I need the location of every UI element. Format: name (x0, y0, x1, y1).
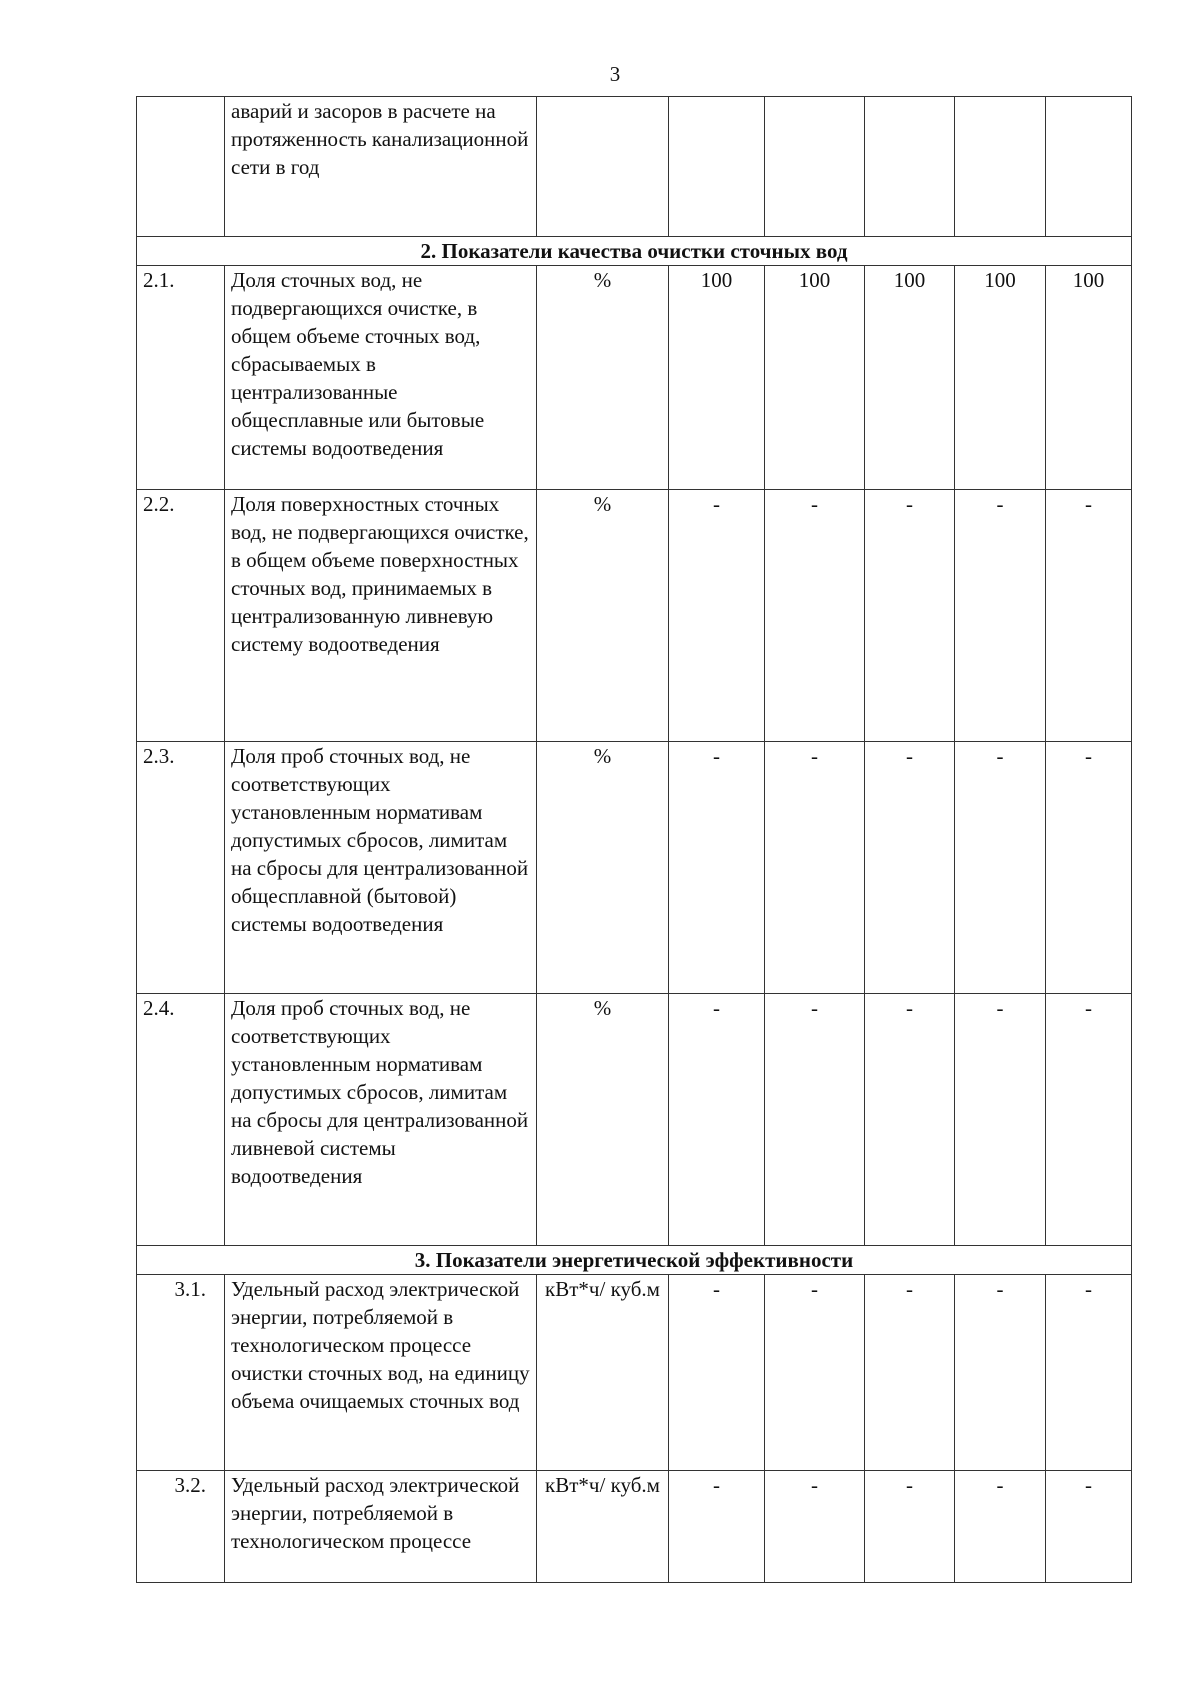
row-value (765, 97, 865, 237)
row-value: - (955, 490, 1046, 742)
row-unit: кВт*ч/ куб.м (537, 1275, 669, 1471)
row-value: - (865, 742, 955, 994)
row-value (669, 97, 765, 237)
row-value: 100 (765, 266, 865, 490)
table-row (137, 1471, 1132, 1583)
row-value: 100 (955, 266, 1046, 490)
section-2-title: 2. Показатели качества очистки сточных вод (137, 237, 1132, 266)
row-unit: % (537, 994, 669, 1246)
row-value (955, 97, 1046, 237)
row-value: 100 (1046, 266, 1132, 490)
row-value: - (1046, 1471, 1132, 1583)
row-value: - (865, 1471, 955, 1583)
row-description: аварий и засоров в расчете на протяженность канализационной сети в год (225, 97, 537, 237)
row-value: 100 (669, 266, 765, 490)
row-number: 3.2. (137, 1471, 225, 1583)
row-description: Удельный расход электрической энергии, потребляемой в технологическом процессе очистки сточных вод, на единицу объема очищаемых сточных вод (225, 1275, 537, 1471)
row-description: Удельный расход электрической энергии, потребляемой в технологическом процессе (225, 1471, 537, 1583)
row-value: 100 (865, 266, 955, 490)
row-value: - (765, 1275, 865, 1471)
row-value: - (1046, 1275, 1132, 1471)
row-value: - (669, 1471, 765, 1583)
row-value: - (1046, 742, 1132, 994)
row-number (137, 97, 225, 237)
row-unit (537, 97, 669, 237)
row-unit: % (537, 742, 669, 994)
page-number: 3 (609, 62, 621, 86)
row-number: 3.1. (137, 1275, 225, 1471)
row-value: - (865, 1275, 955, 1471)
row-description: Доля сточных вод, не подвергающихся очистке, в общем объеме сточных вод, сбрасываемых в централизованные общесплавные или бытовые системы водоотведения (225, 266, 537, 490)
row-number: 2.1. (137, 266, 225, 490)
table-row (137, 742, 1132, 994)
table-row (137, 97, 1132, 237)
row-description: Доля поверхностных сточных вод, не подвергающихся очистке, в общем объеме поверхностных сточных вод, принимаемых в централизованную ливневую систему водоотведения (225, 490, 537, 742)
row-value (865, 97, 955, 237)
row-value: - (765, 742, 865, 994)
row-unit: % (537, 490, 669, 742)
row-value: - (955, 1471, 1046, 1583)
row-value: - (1046, 490, 1132, 742)
row-unit: % (537, 266, 669, 490)
table-row (137, 1275, 1132, 1471)
row-value: - (865, 994, 955, 1246)
row-unit: кВт*ч/ куб.м (537, 1471, 669, 1583)
row-description: Доля проб сточных вод, не соответствующих установленным нормативам допустимых сбросов, лимитам на сбросы для централизованной общесплавной (бытовой) системы водоотведения (225, 742, 537, 994)
indicators-table (136, 96, 1132, 1583)
row-value: - (765, 994, 865, 1246)
row-number: 2.4. (137, 994, 225, 1246)
row-value: - (669, 490, 765, 742)
table-row (137, 490, 1132, 742)
row-number: 2.2. (137, 490, 225, 742)
row-value: - (955, 1275, 1046, 1471)
section-header-row (137, 1246, 1132, 1275)
table-row (137, 994, 1132, 1246)
row-description: Доля проб сточных вод, не соответствующих установленным нормативам допустимых сбросов, лимитам на сбросы для централизованной ливневой системы водоотведения (225, 994, 537, 1246)
row-value: - (865, 490, 955, 742)
row-value: - (669, 742, 765, 994)
section-3-title: 3. Показатели энергетической эффективности (137, 1246, 1132, 1275)
table-row (137, 266, 1132, 490)
row-value: - (669, 994, 765, 1246)
row-value: - (955, 994, 1046, 1246)
row-value (1046, 97, 1132, 237)
row-value: - (1046, 994, 1132, 1246)
row-value: - (765, 490, 865, 742)
section-header-row (137, 237, 1132, 266)
row-value: - (669, 1275, 765, 1471)
row-value: - (765, 1471, 865, 1583)
row-number: 2.3. (137, 742, 225, 994)
row-value: - (955, 742, 1046, 994)
